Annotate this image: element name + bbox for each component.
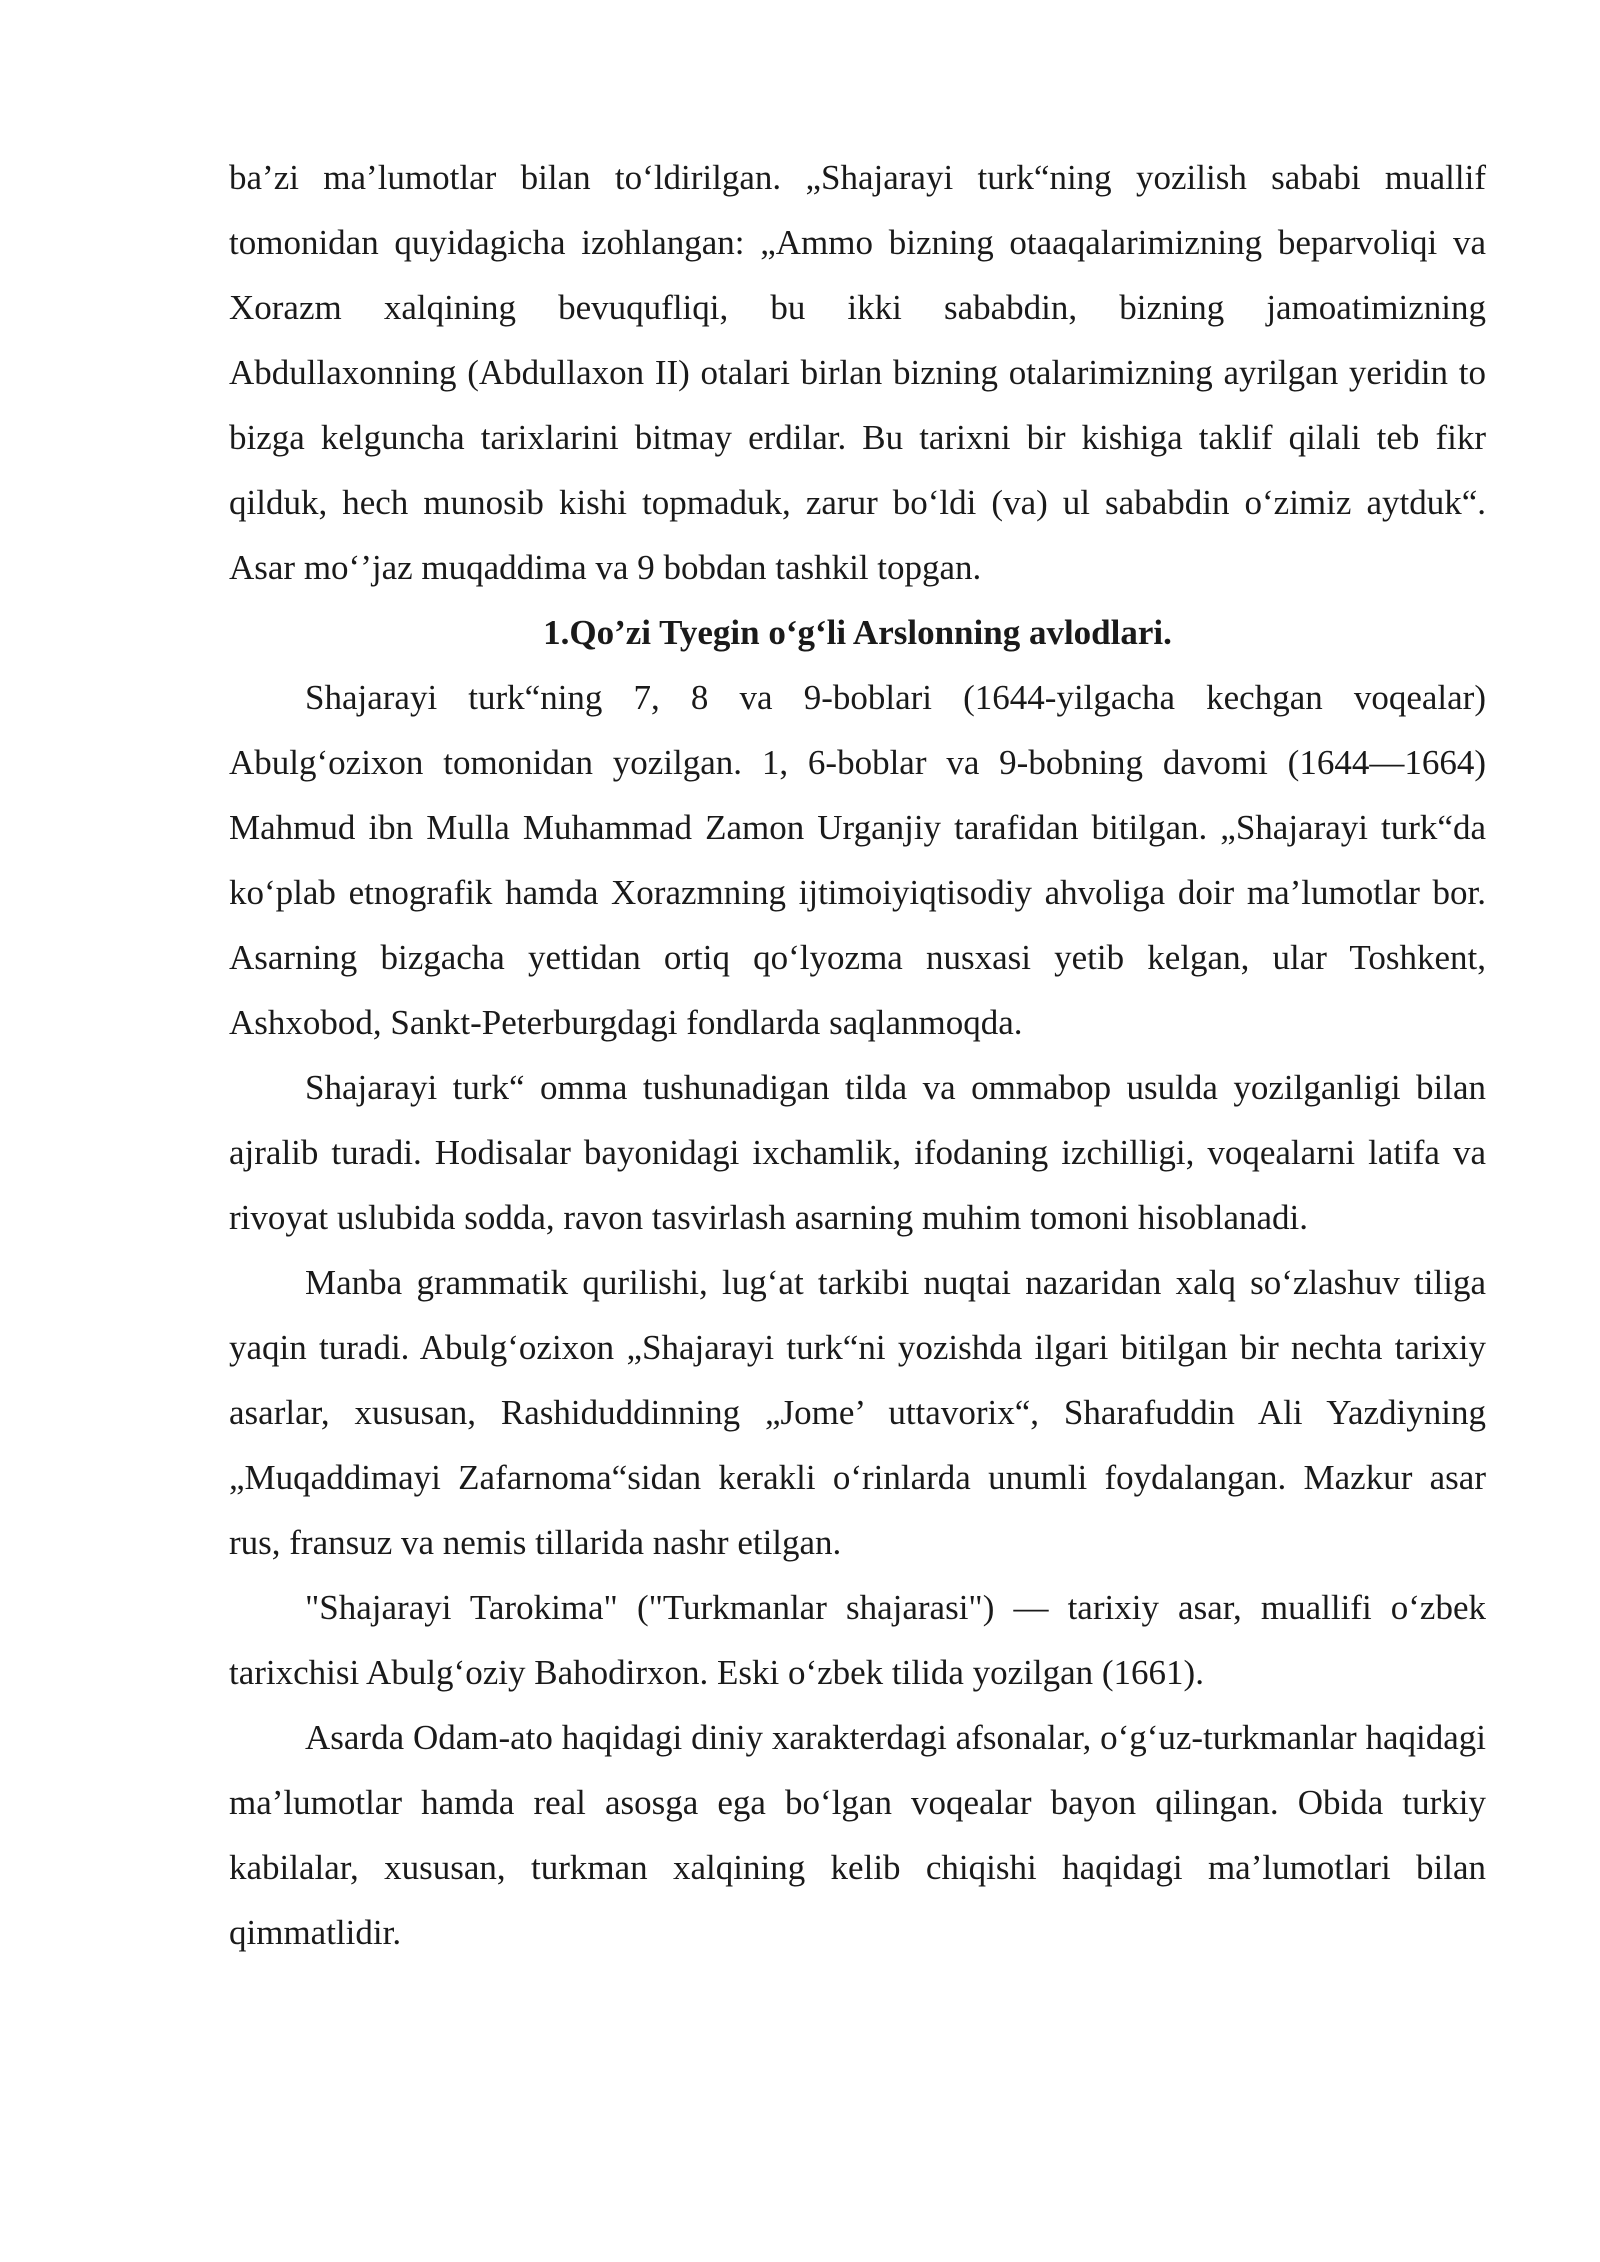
paragraph-style: Shajarayi turk“ omma tushunadigan tilda va ommabop usulda yozilganligi bilan ajralib turadi. Hodisalar bayonidagi ixchamlik, ifodaning izchilligi, voqealarni latifa va rivoyat uslubida sodda, ravon tasvirlash asarning muhim tomoni hisoblanadi.	[229, 1068, 1486, 1237]
paragraph-authorship: Shajarayi turk“ning 7, 8 va 9-boblari (1644-yilgacha kechgan voqealar) Abulg‘ozixon tomonidan yozilgan. 1, 6-boblar va 9-bobning davomi (1644—1664) Mahmud ibn Mulla Muhammad Zamon Urganjiy tarafidan bitilgan. „Shajarayi turk“da ko‘plab etnografik hamda Xorazmning ijtimoiyiqtisodiy ahvoliga doir ma’lumotlar bor. Asarning bizgacha yettidan ortiq qo‘lyozma nusxasi yetib kelgan, ular Toshkent, Ashxobod, Sankt-Peterburgdagi fondlarda saqlanmoqda.	[229, 678, 1486, 1042]
section-heading: 1.Qo’zi Tyegin o‘g‘li Arslonning avlodlari.	[543, 613, 1172, 652]
document-page	[229, 145, 1486, 1965]
paragraph-tarokima: "Shajarayi Tarokima" ("Turkmanlar shajarasi") — tarixiy asar, muallifi o‘zbek tarixchisi Abulg‘oziy Bahodirxon. Eski o‘zbek tilida yozilgan (1661).	[229, 1588, 1486, 1692]
paragraph-language: Manba grammatik qurilishi, lug‘at tarkibi nuqtai nazaridan xalq so‘zlashuv tiliga yaqin turadi. Abulg‘ozixon „Shajarayi turk“ni yozishda ilgari bitilgan bir nechta tarixiy asarlar, xususan, Rashiduddinning „Jome’ uttavorix“, Sharafuddin Ali Yazdiyning „Muqaddimayi Zafarnoma“sidan kerakli o‘rinlarda unumli foydalangan. Mazkur asar rus, fransuz va nemis tillarida nashr etilgan.	[229, 1263, 1486, 1562]
paragraph-intro: ba’zi ma’lumotlar bilan to‘ldirilgan. „Shajarayi turk“ning yozilish sababi muallif tomonidan quyidagicha izohlangan: „Ammo bizning otaaqalarimizning beparvoliqi va Xorazm xalqining bevuqufliqi, bu ikki sababdin, bizning jamoatimizning Abdullaxonning (Abdullaxon II) otalari birlan bizning otalarimizning ayrilgan yeridin to bizga kelguncha tarixlarini bitmay erdilar. Bu tarixni bir kishiga taklif qilali teb fikr qilduk, hech munosib kishi topmaduk, zarur bo‘ldi (va) ul sababdin o‘zimiz aytduk“. Asar mo‘’jaz muqaddima va 9 bobdan tashkil topgan.	[229, 158, 1486, 587]
paragraph-contents: Asarda Odam-ato haqidagi diniy xarakterdagi afsonalar, o‘g‘uz-turkmanlar haqidagi ma’lumotlar hamda real asosga ega bo‘lgan voqealar bayon qilingan. Obida turkiy kabilalar, xususan, turkman xalqining kelib chiqishi haqidagi ma’lumotlari bilan qimmatlidir.	[229, 1718, 1486, 1952]
